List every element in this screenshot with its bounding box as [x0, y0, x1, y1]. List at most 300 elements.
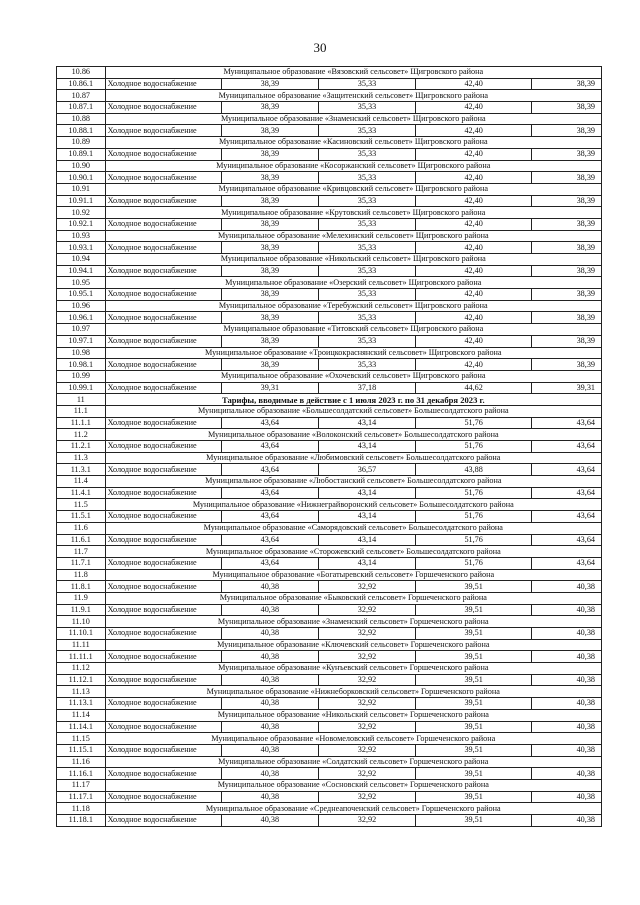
row-code: 10.96.1 [57, 312, 106, 324]
service-name-cell: Холодное водоснабжение [105, 744, 221, 756]
municipality-title: Муниципальное образование «Знаменский сельсовет» Щигровского района [105, 113, 601, 125]
row-code: 10.87.1 [57, 102, 106, 114]
tariff-value-2: 32,92 [318, 628, 415, 640]
tariff-value-1: 38,39 [221, 78, 318, 90]
row-code: 11.3 [57, 452, 106, 464]
table-row [57, 791, 602, 803]
tariff-value-3: 42,40 [416, 335, 532, 347]
service-name-cell: Холодное водоснабжение [105, 604, 221, 616]
tariff-value-1: 40,38 [221, 581, 318, 593]
tariff-value-2: 35,33 [318, 78, 415, 90]
row-code: 11.2.1 [57, 441, 106, 453]
municipality-heading-row [57, 254, 602, 266]
tariff-value-1: 40,38 [221, 651, 318, 663]
table-row [57, 172, 602, 184]
municipality-heading-row [57, 370, 602, 382]
table-row [57, 218, 602, 230]
tariff-value-4: 40,38 [532, 815, 602, 827]
tariff-value-2: 35,33 [318, 102, 415, 114]
row-code: 11.13 [57, 686, 106, 698]
table-row [57, 102, 602, 114]
tariff-value-3: 39,51 [416, 674, 532, 686]
service-name-cell: Холодное водоснабжение [105, 148, 221, 160]
row-code: 11.8 [57, 569, 106, 581]
tariff-value-4: 40,38 [532, 651, 602, 663]
tariff-value-1: 40,38 [221, 721, 318, 733]
row-code: 10.87 [57, 90, 106, 102]
service-name-cell: Холодное водоснабжение [105, 511, 221, 523]
tariff-value-1: 38,39 [221, 312, 318, 324]
row-code: 11.16.1 [57, 768, 106, 780]
municipality-title: Муниципальное образование «Сторожевский сельсовет» Большесолдатского района [105, 546, 601, 558]
service-name-cell: Холодное водоснабжение [105, 312, 221, 324]
tariff-value-3: 39,51 [416, 581, 532, 593]
table-row [57, 721, 602, 733]
table-row [57, 265, 602, 277]
tariff-value-4: 43,64 [532, 441, 602, 453]
municipality-title: Муниципальное образование «Сосновский сельсовет» Горшеченского района [105, 779, 601, 791]
tariff-value-4: 40,38 [532, 581, 602, 593]
service-name-cell: Холодное водоснабжение [105, 674, 221, 686]
tariff-value-2: 35,33 [318, 312, 415, 324]
row-code: 10.89.1 [57, 148, 106, 160]
tariff-value-1: 40,38 [221, 628, 318, 640]
municipality-heading-row [57, 183, 602, 195]
table-row [57, 628, 602, 640]
tariff-value-1: 38,39 [221, 102, 318, 114]
tariff-value-4: 38,39 [532, 195, 602, 207]
tariff-value-2: 43,14 [318, 487, 415, 499]
municipality-title: Муниципальное образование «Защитенский сельсовет» Щигровского района [105, 90, 601, 102]
row-code: 11.13.1 [57, 698, 106, 710]
tariff-value-4: 38,39 [532, 265, 602, 277]
table-row [57, 557, 602, 569]
tariff-value-4: 40,38 [532, 698, 602, 710]
tariff-value-1: 38,39 [221, 242, 318, 254]
municipality-title: Муниципальное образование «Мелехинский сельсовет» Щигровского района [105, 230, 601, 242]
tariff-value-3: 39,51 [416, 815, 532, 827]
table-row [57, 382, 602, 394]
service-name-cell: Холодное водоснабжение [105, 242, 221, 254]
tariff-value-2: 35,33 [318, 265, 415, 277]
tariff-value-3: 43,88 [416, 464, 532, 476]
tariff-value-4: 38,39 [532, 218, 602, 230]
municipality-title: Муниципальное образование «Охочевский сельсовет» Щигровского района [105, 370, 601, 382]
page-number: 30 [313, 40, 327, 55]
municipality-title: Муниципальное образование «Любостанский сельсовет» Большесолдатского района [105, 476, 601, 488]
tariff-value-2: 35,33 [318, 359, 415, 371]
tariff-value-1: 43,64 [221, 441, 318, 453]
tariff-value-1: 43,64 [221, 557, 318, 569]
row-code: 11.15 [57, 733, 106, 745]
table-row [57, 417, 602, 429]
municipality-title: Муниципальное образование «Касиновский сельсовет» Щигровского района [105, 137, 601, 149]
municipality-title: Муниципальное образование «Любимовский сельсовет» Большесолдатского района [105, 452, 601, 464]
tariff-value-4: 38,39 [532, 359, 602, 371]
tariff-value-4: 38,39 [532, 242, 602, 254]
municipality-title: Муниципальное образование «Титовский сельсовет» Щигровского района [105, 324, 601, 336]
table-row [57, 604, 602, 616]
tariff-value-1: 39,31 [221, 382, 318, 394]
tariff-value-2: 35,33 [318, 242, 415, 254]
municipality-title: Муниципальное образование «Теребужский сельсовет» Щигровского района [105, 300, 601, 312]
tariff-value-4: 40,38 [532, 744, 602, 756]
row-code: 11.6.1 [57, 534, 106, 546]
row-code: 10.95 [57, 277, 106, 289]
row-code: 10.96 [57, 300, 106, 312]
municipality-title: Муниципальное образование «Среднеапоченский сельсовет» Горшеченского района [105, 803, 601, 815]
tariff-value-4: 43,64 [532, 464, 602, 476]
tariff-value-3: 51,76 [416, 557, 532, 569]
service-name-cell: Холодное водоснабжение [105, 102, 221, 114]
tariff-value-2: 32,92 [318, 581, 415, 593]
row-code: 11.1 [57, 405, 106, 417]
table-row [57, 335, 602, 347]
tariff-value-1: 40,38 [221, 768, 318, 780]
tariff-value-3: 42,40 [416, 102, 532, 114]
tariff-value-2: 32,92 [318, 674, 415, 686]
municipality-title: Муниципальное образование «Большесолдатский сельсовет» Большесолдатского района [105, 405, 601, 417]
row-code: 10.86 [57, 67, 106, 79]
municipality-title: Муниципальное образование «Нижнеграйворонский сельсовет» Большесолдатского района [105, 499, 601, 511]
municipality-heading-row [57, 569, 602, 581]
row-code: 11.14 [57, 709, 106, 721]
tariff-value-1: 38,39 [221, 335, 318, 347]
tariff-value-1: 38,39 [221, 172, 318, 184]
tariff-value-1: 43,64 [221, 417, 318, 429]
municipality-heading-row [57, 686, 602, 698]
table-row [57, 125, 602, 137]
tariff-value-1: 38,39 [221, 218, 318, 230]
tariff-value-1: 40,38 [221, 674, 318, 686]
row-code: 11.6 [57, 522, 106, 534]
municipality-heading-row [57, 67, 602, 79]
row-code: 11.9 [57, 592, 106, 604]
table-row [57, 511, 602, 523]
service-name-cell: Холодное водоснабжение [105, 487, 221, 499]
tariff-value-2: 35,33 [318, 195, 415, 207]
tariff-table [56, 66, 602, 827]
tariff-value-3: 44,62 [416, 382, 532, 394]
municipality-title: Муниципальное образование «Саморядовский сельсовет» Большесолдатского района [105, 522, 601, 534]
municipality-heading-row [57, 230, 602, 242]
service-name-cell: Холодное водоснабжение [105, 651, 221, 663]
row-code: 10.94.1 [57, 265, 106, 277]
tariff-value-2: 35,33 [318, 148, 415, 160]
tariff-value-4: 43,64 [532, 557, 602, 569]
municipality-heading-row [57, 207, 602, 219]
municipality-heading-row [57, 137, 602, 149]
municipality-heading-row [57, 429, 602, 441]
tariff-value-1: 43,64 [221, 464, 318, 476]
tariff-value-4: 39,31 [532, 382, 602, 394]
table-row [57, 487, 602, 499]
row-code: 11 [57, 394, 106, 406]
tariff-value-3: 42,40 [416, 195, 532, 207]
tariff-value-3: 42,40 [416, 359, 532, 371]
row-code: 11.5 [57, 499, 106, 511]
tariff-value-3: 39,51 [416, 698, 532, 710]
municipality-title: Муниципальное образование «Ключевский сельсовет» Горшеченского района [105, 639, 601, 651]
municipality-title: Муниципальное образование «Новомеловский сельсовет» Горшеченского района [105, 733, 601, 745]
tariff-value-2: 32,92 [318, 651, 415, 663]
row-code: 10.92 [57, 207, 106, 219]
row-code: 10.89 [57, 137, 106, 149]
row-code: 10.99 [57, 370, 106, 382]
tariff-value-3: 51,76 [416, 534, 532, 546]
row-code: 11.1.1 [57, 417, 106, 429]
tariff-value-4: 43,64 [532, 511, 602, 523]
table-row [57, 78, 602, 90]
row-code: 11.14.1 [57, 721, 106, 733]
row-code: 10.95.1 [57, 289, 106, 301]
tariff-value-3: 42,40 [416, 78, 532, 90]
municipality-title: Муниципальное образование «Волоконский сельсовет» Большесолдатского района [105, 429, 601, 441]
service-name-cell: Холодное водоснабжение [105, 289, 221, 301]
service-name-cell: Холодное водоснабжение [105, 359, 221, 371]
service-name-cell: Холодное водоснабжение [105, 628, 221, 640]
service-name-cell: Холодное водоснабжение [105, 557, 221, 569]
tariff-value-3: 39,51 [416, 651, 532, 663]
tariff-value-4: 38,39 [532, 78, 602, 90]
municipality-title: Муниципальное образование «Троицкокраснянский сельсовет» Щигровского района [105, 347, 601, 359]
service-name-cell: Холодное водоснабжение [105, 335, 221, 347]
row-code: 11.10 [57, 616, 106, 628]
row-code: 11.10.1 [57, 628, 106, 640]
tariff-value-3: 42,40 [416, 218, 532, 230]
municipality-title: Муниципальное образование «Нижнеборковский сельсовет» Горшеченского района [105, 686, 601, 698]
tariff-value-2: 32,92 [318, 604, 415, 616]
tariff-value-4: 38,39 [532, 148, 602, 160]
row-code: 10.91 [57, 183, 106, 195]
table-row [57, 148, 602, 160]
municipality-heading-row [57, 639, 602, 651]
tariff-value-4: 40,38 [532, 791, 602, 803]
tariff-value-1: 38,39 [221, 125, 318, 137]
service-name-cell: Холодное водоснабжение [105, 721, 221, 733]
tariff-value-4: 38,39 [532, 289, 602, 301]
municipality-heading-row [57, 616, 602, 628]
service-name-cell: Холодное водоснабжение [105, 417, 221, 429]
row-code: 11.2 [57, 429, 106, 441]
table-row [57, 312, 602, 324]
table-row [57, 651, 602, 663]
tariff-value-2: 32,92 [318, 698, 415, 710]
row-code: 11.16 [57, 756, 106, 768]
row-code: 11.11 [57, 639, 106, 651]
table-row [57, 768, 602, 780]
row-code: 10.93.1 [57, 242, 106, 254]
row-code: 11.12.1 [57, 674, 106, 686]
row-code: 10.98.1 [57, 359, 106, 371]
service-name-cell: Холодное водоснабжение [105, 382, 221, 394]
row-code: 10.94 [57, 254, 106, 266]
section-heading-row [57, 394, 602, 406]
tariff-value-2: 32,92 [318, 721, 415, 733]
municipality-heading-row [57, 546, 602, 558]
tariff-value-4: 38,39 [532, 102, 602, 114]
row-code: 10.88.1 [57, 125, 106, 137]
municipality-heading-row [57, 113, 602, 125]
row-code: 11.8.1 [57, 581, 106, 593]
tariff-value-1: 40,38 [221, 698, 318, 710]
service-name-cell: Холодное водоснабжение [105, 768, 221, 780]
tariff-value-1: 40,38 [221, 744, 318, 756]
tariff-value-1: 38,39 [221, 265, 318, 277]
row-code: 10.92.1 [57, 218, 106, 230]
row-code: 10.98 [57, 347, 106, 359]
tariff-value-2: 43,14 [318, 534, 415, 546]
service-name-cell: Холодное водоснабжение [105, 815, 221, 827]
row-code: 11.12 [57, 663, 106, 675]
row-code: 11.15.1 [57, 744, 106, 756]
tariff-value-4: 38,39 [532, 172, 602, 184]
row-code: 10.99.1 [57, 382, 106, 394]
tariff-value-3: 42,40 [416, 312, 532, 324]
municipality-heading-row [57, 779, 602, 791]
tariff-value-3: 51,76 [416, 441, 532, 453]
tariff-value-3: 42,40 [416, 242, 532, 254]
table-row [57, 242, 602, 254]
row-code: 10.97.1 [57, 335, 106, 347]
tariff-value-3: 42,40 [416, 148, 532, 160]
tariff-value-2: 43,14 [318, 557, 415, 569]
tariff-value-2: 32,92 [318, 768, 415, 780]
tariff-value-1: 43,64 [221, 487, 318, 499]
row-code: 11.17 [57, 779, 106, 791]
tariff-value-4: 40,38 [532, 674, 602, 686]
tariff-value-2: 35,33 [318, 218, 415, 230]
row-code: 10.86.1 [57, 78, 106, 90]
municipality-title: Муниципальное образование «Крутовский сельсовет» Щигровского района [105, 207, 601, 219]
municipality-title: Муниципальное образование «Кунъевский сельсовет» Горшеченского района [105, 663, 601, 675]
row-code: 11.11.1 [57, 651, 106, 663]
service-name-cell: Холодное водоснабжение [105, 195, 221, 207]
tariff-value-1: 40,38 [221, 604, 318, 616]
municipality-heading-row [57, 499, 602, 511]
row-code: 11.17.1 [57, 791, 106, 803]
table-row [57, 698, 602, 710]
municipality-heading-row [57, 733, 602, 745]
municipality-heading-row [57, 90, 602, 102]
tariff-value-4: 43,64 [532, 534, 602, 546]
tariff-table-body [57, 67, 602, 827]
municipality-title: Муниципальное образование «Богатыревский сельсовет» Горшеченского района [105, 569, 601, 581]
tariff-value-2: 32,92 [318, 791, 415, 803]
municipality-heading-row [57, 522, 602, 534]
tariff-value-4: 40,38 [532, 628, 602, 640]
tariff-value-2: 43,14 [318, 441, 415, 453]
row-code: 11.4 [57, 476, 106, 488]
municipality-heading-row [57, 709, 602, 721]
municipality-title: Муниципальное образование «Кривцовский сельсовет» Щигровского района [105, 183, 601, 195]
table-row [57, 289, 602, 301]
tariff-value-1: 40,38 [221, 815, 318, 827]
tariff-value-4: 38,39 [532, 312, 602, 324]
table-row [57, 744, 602, 756]
table-row [57, 674, 602, 686]
row-code: 11.9.1 [57, 604, 106, 616]
tariff-value-1: 38,39 [221, 195, 318, 207]
tariff-value-3: 51,76 [416, 511, 532, 523]
tariff-value-4: 43,64 [532, 417, 602, 429]
municipality-title: Муниципальное образование «Никольский сельсовет» Горшеченского района [105, 709, 601, 721]
municipality-title: Муниципальное образование «Знаменский сельсовет» Горшеченского района [105, 616, 601, 628]
tariff-value-2: 36,57 [318, 464, 415, 476]
tariff-value-2: 37,18 [318, 382, 415, 394]
table-row [57, 359, 602, 371]
tariff-value-3: 39,51 [416, 791, 532, 803]
service-name-cell: Холодное водоснабжение [105, 698, 221, 710]
service-name-cell: Холодное водоснабжение [105, 172, 221, 184]
tariff-value-4: 40,38 [532, 768, 602, 780]
tariff-value-2: 32,92 [318, 815, 415, 827]
service-name-cell: Холодное водоснабжение [105, 441, 221, 453]
municipality-title: Муниципальное образование «Косоржанский сельсовет» Щигровского района [105, 160, 601, 172]
tariff-value-1: 43,64 [221, 511, 318, 523]
service-name-cell: Холодное водоснабжение [105, 581, 221, 593]
tariff-value-3: 39,51 [416, 744, 532, 756]
row-code: 11.7 [57, 546, 106, 558]
service-name-cell: Холодное водоснабжение [105, 78, 221, 90]
table-row [57, 195, 602, 207]
row-code: 10.90.1 [57, 172, 106, 184]
tariff-value-3: 51,76 [416, 487, 532, 499]
municipality-heading-row [57, 452, 602, 464]
tariff-value-1: 38,39 [221, 289, 318, 301]
municipality-heading-row [57, 663, 602, 675]
row-code: 10.97 [57, 324, 106, 336]
municipality-heading-row [57, 324, 602, 336]
section-title: Тарифы, вводимые в действие с 1 июля 2023 г. по 31 декабря 2023 г. [105, 394, 601, 406]
tariff-value-2: 35,33 [318, 335, 415, 347]
tariff-value-1: 40,38 [221, 791, 318, 803]
row-code: 10.90 [57, 160, 106, 172]
table-row [57, 441, 602, 453]
tariff-value-1: 38,39 [221, 359, 318, 371]
municipality-title: Муниципальное образование «Озерский сельсовет» Щигровского района [105, 277, 601, 289]
tariff-value-4: 40,38 [532, 604, 602, 616]
table-row [57, 464, 602, 476]
tariff-value-2: 35,33 [318, 289, 415, 301]
row-code: 11.5.1 [57, 511, 106, 523]
tariff-value-2: 32,92 [318, 744, 415, 756]
row-code: 10.88 [57, 113, 106, 125]
tariff-value-4: 40,38 [532, 721, 602, 733]
municipality-title: Муниципальное образование «Быковский сельсовет» Горшеченского района [105, 592, 601, 604]
service-name-cell: Холодное водоснабжение [105, 265, 221, 277]
municipality-heading-row [57, 592, 602, 604]
service-name-cell: Холодное водоснабжение [105, 534, 221, 546]
municipality-heading-row [57, 300, 602, 312]
tariff-value-1: 43,64 [221, 534, 318, 546]
tariff-value-3: 51,76 [416, 417, 532, 429]
tariff-value-3: 42,40 [416, 172, 532, 184]
row-code: 11.7.1 [57, 557, 106, 569]
municipality-heading-row [57, 160, 602, 172]
municipality-heading-row [57, 756, 602, 768]
municipality-heading-row [57, 803, 602, 815]
tariff-value-1: 38,39 [221, 148, 318, 160]
municipality-title: Муниципальное образование «Вязовский сельсовет» Щигровского района [105, 67, 601, 79]
service-name-cell: Холодное водоснабжение [105, 218, 221, 230]
municipality-heading-row [57, 476, 602, 488]
row-code: 11.18.1 [57, 815, 106, 827]
row-code: 10.91.1 [57, 195, 106, 207]
municipality-title: Муниципальное образование «Солдатский сельсовет» Горшеченского района [105, 756, 601, 768]
tariff-value-3: 42,40 [416, 289, 532, 301]
tariff-value-3: 39,51 [416, 721, 532, 733]
